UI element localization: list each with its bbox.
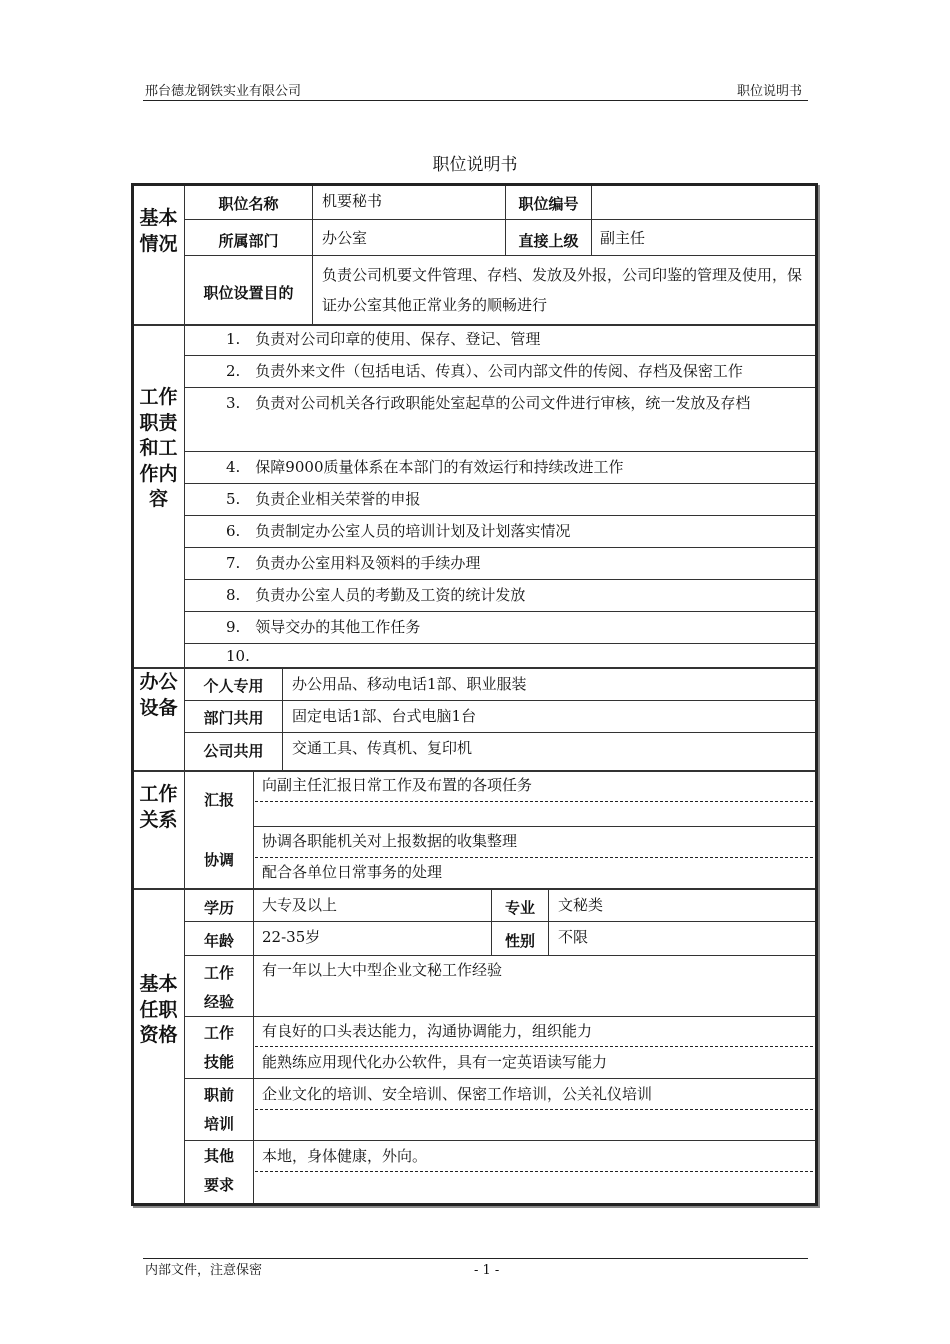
skills-label: 工作技能 (203, 1024, 234, 1071)
footer-rule (143, 1258, 808, 1259)
coord-line: 配合各单位日常事务的处理 (262, 863, 443, 881)
training-label: 职前培训 (203, 1086, 234, 1133)
section-relations: 工作关系 (139, 783, 178, 831)
experience: 有一年以上大中型企业文秘工作经验 (262, 961, 503, 979)
department: 办公室 (322, 229, 368, 247)
duty-item: 3. 负责对公司机关各行政职能处室起草的公司文件进行审核，统一发放及存档 (226, 394, 751, 412)
equipment-company: 交通工具、传真机、复印机 (292, 739, 473, 757)
duty-item: 9. 领导交办的其他工作任务 (226, 618, 421, 636)
other-requirements-label: 其他要求 (203, 1147, 234, 1194)
purpose-label: 职位设置目的 (203, 284, 294, 302)
footer-note: 内部文件，注意保密 (145, 1263, 263, 1278)
section-qualifications: 基本任职资格 (139, 973, 178, 1046)
skills-line: 能熟练应用现代化办公软件，具有一定英语读写能力 (262, 1053, 608, 1071)
coord-line: 协调各职能机关对上报数据的收集整理 (262, 832, 518, 850)
duty-item: 7. 负责办公室用料及领料的手续办理 (226, 554, 481, 572)
duty-item: 2. 负责外来文件（包括电话、传真）、公司内部文件的传阅、存档及保密工作 (226, 362, 743, 380)
supervisor: 副主任 (600, 229, 646, 247)
duty-item: 10. (226, 647, 250, 665)
gender-label: 性别 (504, 932, 535, 950)
other-requirements-line: 本地，身体健康，外向。 (262, 1147, 428, 1165)
position-name-label: 职位名称 (218, 195, 279, 213)
equipment-company-label: 公司共用 (203, 742, 264, 760)
experience-label: 工作经验 (203, 964, 234, 1011)
duty-item: 1. 负责对公司印章的使用、保存、登记、管理 (226, 330, 541, 348)
report-line: 向副主任汇报日常工作及布置的各项任务 (262, 776, 533, 794)
major: 文秘类 (558, 896, 604, 914)
equipment-personal: 办公用品、移动电话1部、职业服装 (292, 675, 527, 693)
duty-item: 8. 负责办公室人员的考勤及工资的统计发放 (226, 586, 526, 604)
section-equipment: 办公设备 (139, 671, 178, 719)
skills-line: 有良好的口头表达能力，沟通协调能力，组织能力 (262, 1022, 593, 1040)
company-name: 邢台德龙钢铁实业有限公司 (145, 84, 302, 99)
section-basic-info: 基本情况 (139, 207, 178, 255)
report-label: 汇报 (203, 791, 234, 809)
duty-item: 5. 负责企业相关荣誉的申报 (226, 490, 421, 508)
page-number: - 1 - (474, 1263, 500, 1278)
purpose: 负责公司机要文件管理、存档、发放及外报，公司印鉴的管理及使用，保证办公室其他正常业务的顺畅进行 (322, 266, 803, 314)
training-line: 企业文化的培训、安全培训、保密工作培训，公关礼仪培训 (262, 1085, 653, 1103)
duty-item: 6. 负责制定办公室人员的培训计划及计划落实情况 (226, 522, 571, 540)
equipment-personal-label: 个人专用 (203, 677, 264, 695)
department-label: 所属部门 (218, 232, 279, 250)
supervisor-label: 直接上级 (518, 232, 579, 250)
major-label: 专业 (504, 899, 535, 917)
page-title: 职位说明书 (432, 155, 518, 175)
equipment-department-label: 部门共用 (203, 709, 264, 727)
duty-item: 4. 保障9000质量体系在本部门的有效运行和持续改进工作 (226, 458, 624, 476)
header-doc-type: 职位说明书 (737, 84, 803, 99)
section-duties: 工作职责和工作内容 (139, 386, 178, 510)
education: 大专及以上 (262, 896, 338, 914)
position-name: 机要秘书 (322, 192, 383, 210)
age-label: 年龄 (203, 932, 234, 950)
age: 22-35岁 (262, 928, 321, 946)
position-code-label: 职位编号 (518, 195, 579, 213)
education-label: 学历 (203, 899, 234, 917)
header-rule (143, 100, 808, 101)
gender: 不限 (558, 928, 589, 946)
equipment-department: 固定电话1部、台式电脑1台 (292, 707, 477, 725)
coord-label: 协调 (203, 851, 234, 869)
